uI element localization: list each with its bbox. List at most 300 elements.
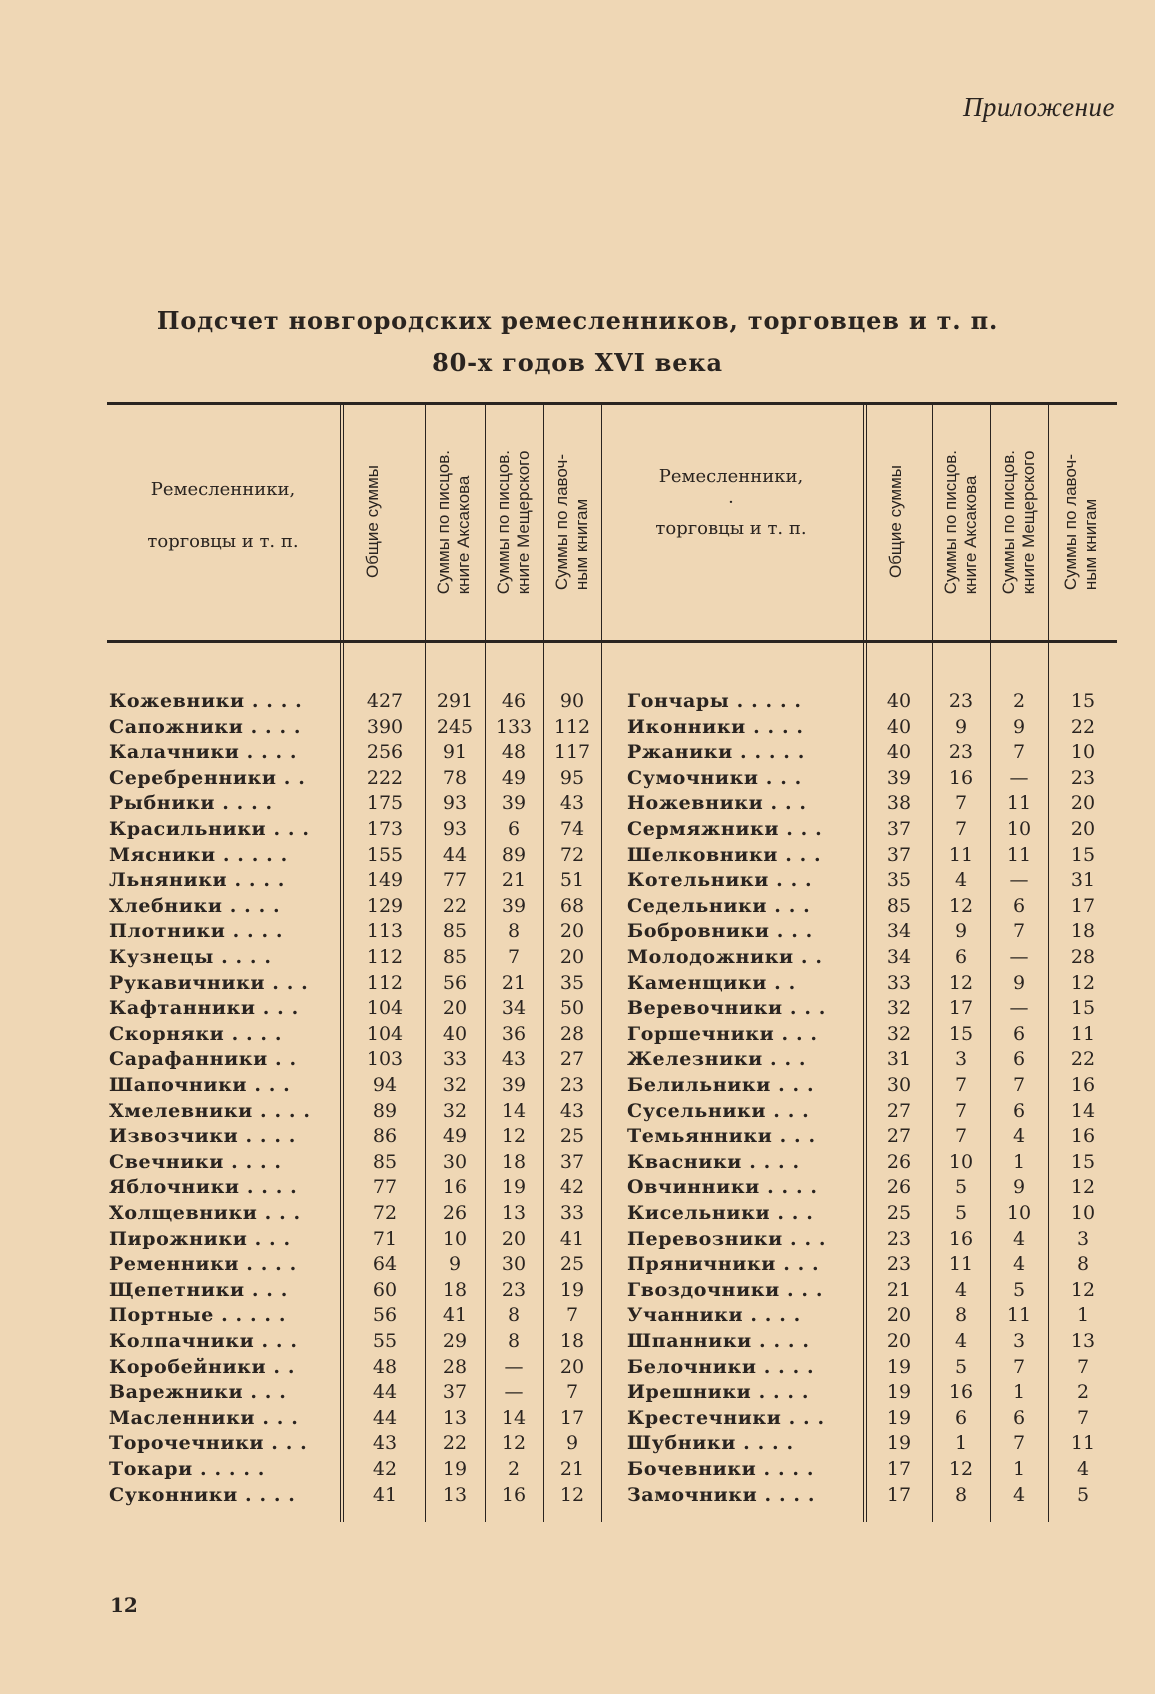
value-right-col4: 15 [1070, 997, 1096, 1020]
craft-name-left: Варежники . . . [109, 1381, 287, 1404]
value-left-col4: 74 [559, 818, 585, 840]
value-left-col3: 48 [501, 741, 527, 764]
value-left-col2: 85 [442, 946, 468, 968]
vrule-total-right-hdr [932, 402, 933, 652]
value-right-col4: 11 [1070, 1432, 1096, 1455]
value-left-col4: 20 [559, 920, 585, 943]
craft-name-right: Сермяжники . . . [627, 818, 823, 840]
craft-name-left: Колпачники . . . [109, 1330, 298, 1352]
value-right-col2: 5 [954, 1176, 968, 1199]
value-left-col1: 113 [366, 920, 404, 943]
header-col-shop-left [546, 406, 598, 638]
value-left-col4: 27 [559, 1048, 585, 1071]
value-right-col1: 33 [886, 971, 912, 994]
value-right-col3: 5 [1012, 1278, 1026, 1301]
craft-name-left: Свечники . . . . [109, 1150, 282, 1173]
value-left-col4: 112 [553, 715, 591, 738]
value-right-col4: 18 [1070, 920, 1096, 943]
value-left-col1: 222 [366, 766, 404, 789]
craft-name-left: Суконники . . . . [109, 1483, 296, 1506]
craft-name-right: Веревочники . . . [627, 997, 827, 1020]
value-left-col4: 25 [559, 1125, 585, 1148]
value-left-col3: 8 [507, 920, 521, 943]
value-right-col4: 7 [1076, 1406, 1090, 1429]
value-right-col4: 15 [1070, 843, 1096, 866]
value-left-col4: 50 [559, 997, 585, 1020]
value-right-col1: 26 [886, 1176, 912, 1199]
craft-name-right: Сусельники . . . [627, 1099, 810, 1122]
value-right-col2: 16 [948, 1227, 974, 1250]
value-right-col2: 10 [948, 1150, 974, 1173]
value-left-col1: 44 [372, 1406, 398, 1429]
value-left-col2: 56 [442, 971, 468, 994]
craft-name-left: Токари . . . . . [109, 1458, 265, 1480]
value-right-col2: 4 [954, 869, 968, 892]
value-right-col1: 38 [886, 792, 912, 815]
value-left-col2: 40 [442, 1022, 468, 1045]
craft-name-right: Кисельники . . . [627, 1202, 814, 1224]
table-row [107, 1406, 1117, 1432]
value-right-col1: 39 [886, 766, 912, 789]
craft-name-right: Бобровники . . . [627, 920, 813, 943]
header-col-meshchersky-left-text: Суммы по писцов. книге Мещерского [494, 449, 533, 595]
craft-name-left: Масленники . . . [109, 1406, 299, 1429]
craft-name-left: Щепетники . . . [109, 1278, 288, 1301]
value-right-col3: 6 [1012, 1048, 1026, 1071]
header-name-right-line1: Ремесленники, [658, 466, 804, 487]
craft-name-left: Льняники . . . . [109, 869, 285, 892]
table-row [107, 1355, 1117, 1381]
value-left-col1: 104 [366, 1022, 404, 1045]
value-left-col3: 6 [507, 818, 521, 840]
value-left-col4: 33 [559, 1202, 585, 1224]
header-col-meshchersky-right-text: Суммы по писцов. книге Мещерского [999, 449, 1038, 595]
value-left-col3: 23 [501, 1278, 527, 1301]
value-left-col1: 41 [372, 1483, 398, 1506]
value-left-col3: 8 [507, 1330, 521, 1352]
value-left-col4: 90 [559, 690, 585, 712]
value-left-col4: 19 [559, 1278, 585, 1301]
craft-name-right: Ржаники . . . . . [627, 741, 805, 764]
value-left-col3: — [504, 1381, 524, 1404]
value-right-col4: 28 [1070, 946, 1096, 968]
value-right-col3: 10 [1006, 818, 1032, 840]
value-left-col1: 56 [372, 1304, 398, 1327]
value-right-col3: 6 [1012, 1022, 1026, 1045]
header-name-right-line2: · [728, 492, 734, 513]
value-left-col3: 43 [501, 1048, 527, 1071]
value-right-col1: 37 [886, 843, 912, 866]
value-right-col2: 6 [954, 1406, 968, 1429]
value-left-col2: 29 [442, 1330, 468, 1352]
value-left-col2: 41 [442, 1304, 468, 1327]
value-right-col3: 9 [1012, 1176, 1026, 1199]
table-row [107, 868, 1117, 894]
value-left-col1: 43 [372, 1432, 398, 1455]
value-right-col1: 19 [886, 1432, 912, 1455]
value-left-col3: 49 [501, 766, 527, 789]
table-row [107, 1252, 1117, 1278]
value-left-col1: 77 [372, 1176, 398, 1199]
value-left-col3: 39 [501, 894, 527, 917]
value-right-col4: 8 [1076, 1253, 1090, 1276]
table-row [107, 791, 1117, 817]
craft-name-right: Иконники . . . . [627, 715, 804, 738]
value-left-col2: 16 [442, 1176, 468, 1199]
value-right-col3: 1 [1012, 1381, 1026, 1404]
value-left-col3: — [504, 1355, 524, 1378]
table-row [107, 1150, 1117, 1176]
value-right-col4: 13 [1070, 1330, 1096, 1352]
value-right-col1: 23 [886, 1253, 912, 1276]
value-left-col3: 133 [495, 715, 533, 738]
craft-name-left: Кафтанники . . . [109, 997, 299, 1020]
header-col-shop-left-text: Суммы по лавоч- ным книгам [552, 453, 591, 591]
value-right-col1: 19 [886, 1381, 912, 1404]
vrule-aksakov-left-hdr [485, 402, 486, 652]
value-left-col2: 33 [442, 1048, 468, 1071]
craft-name-right: Гончары . . . . . [627, 690, 802, 712]
value-left-col1: 103 [366, 1048, 404, 1071]
table-row [107, 715, 1117, 741]
craft-name-right: Седельники . . . [627, 894, 811, 917]
value-right-col1: 40 [886, 741, 912, 764]
value-right-col1: 37 [886, 818, 912, 840]
table-row [107, 1431, 1117, 1457]
value-right-col1: 26 [886, 1150, 912, 1173]
value-right-col3: 4 [1012, 1227, 1026, 1250]
craft-name-right: Пряничники . . . [627, 1253, 820, 1276]
table-row [107, 894, 1117, 920]
table-row [107, 766, 1117, 792]
value-right-col3: 1 [1012, 1458, 1026, 1480]
value-right-col4: 22 [1070, 1048, 1096, 1071]
table-row [107, 1022, 1117, 1048]
craft-name-right: Шпанники . . . . [627, 1330, 810, 1352]
value-right-col1: 17 [886, 1483, 912, 1506]
value-left-col3: 39 [501, 1074, 527, 1096]
craft-name-right: Сумочники . . . [627, 766, 802, 789]
header-col-total-left-text: Общие суммы [363, 465, 382, 579]
value-right-col1: 25 [886, 1202, 912, 1224]
value-right-col1: 34 [886, 920, 912, 943]
value-right-col3: 4 [1012, 1253, 1026, 1276]
craft-name-right: Белочники . . . . [627, 1355, 815, 1378]
value-left-col2: 13 [442, 1406, 468, 1429]
craft-name-left: Хлебники . . . . [109, 894, 281, 917]
value-left-col1: 149 [366, 869, 404, 892]
header-col-aksakov-right [935, 406, 987, 638]
value-right-col3: 1 [1012, 1150, 1026, 1173]
value-right-col1: 40 [886, 690, 912, 712]
value-left-col3: 12 [501, 1125, 527, 1148]
value-left-col2: 44 [442, 843, 468, 866]
craft-name-right: Горшечники . . . [627, 1022, 818, 1045]
value-right-col2: 9 [954, 920, 968, 943]
value-left-col4: 18 [559, 1330, 585, 1352]
craft-name-left: Плотники . . . . [109, 920, 284, 943]
title-line-2: 80-х годов XVI века [432, 348, 723, 377]
value-right-col3: 6 [1012, 1406, 1026, 1429]
craft-name-right: Белильники . . . [627, 1074, 815, 1096]
value-left-col3: 13 [501, 1202, 527, 1224]
table-row [107, 689, 1117, 715]
table-row [107, 1047, 1117, 1073]
value-right-col4: 5 [1076, 1483, 1090, 1506]
value-right-col2: 9 [954, 715, 968, 738]
value-left-col1: 155 [366, 843, 404, 866]
value-right-col3: — [1009, 766, 1029, 789]
value-left-col4: 20 [559, 946, 585, 968]
vrule-meshchersky-left-hdr [543, 402, 544, 652]
craft-name-left: Яблочники . . . . [109, 1176, 298, 1199]
craft-name-right: Ирешники . . . . [627, 1381, 810, 1404]
value-right-col4: 11 [1070, 1022, 1096, 1045]
value-right-col3: — [1009, 946, 1029, 968]
value-left-col2: 26 [442, 1202, 468, 1224]
table-row [107, 1303, 1117, 1329]
vrule-name-left-hdr [340, 402, 341, 652]
value-right-col4: 4 [1076, 1458, 1090, 1480]
craft-name-right: Замочники . . . . [627, 1483, 816, 1506]
header-col-shop-right [1051, 406, 1111, 638]
value-left-col1: 112 [366, 946, 404, 968]
value-left-col1: 64 [372, 1253, 398, 1276]
header-col-total-right [866, 406, 926, 638]
value-right-col3: 11 [1006, 843, 1032, 866]
craft-name-right: Шелковники . . . [627, 843, 822, 866]
value-right-col3: 7 [1012, 920, 1026, 943]
craft-name-right: Каменщики . . [627, 971, 796, 994]
craft-name-left: Скорняки . . . . [109, 1022, 283, 1045]
value-left-col4: 20 [559, 1355, 585, 1378]
value-left-col2: 93 [442, 818, 468, 840]
value-left-col1: 60 [372, 1278, 398, 1301]
value-left-col3: 18 [501, 1150, 527, 1173]
header-col-meshchersky-right [993, 406, 1045, 638]
header-name-right [601, 464, 861, 542]
value-right-col2: 8 [954, 1304, 968, 1327]
header-col-shop-right-text: Суммы по лавоч- ным книгам [1061, 453, 1100, 591]
value-right-col3: 10 [1006, 1202, 1032, 1224]
value-left-col1: 129 [366, 894, 404, 917]
value-left-col2: 32 [442, 1099, 468, 1122]
value-left-col1: 175 [366, 792, 404, 815]
craft-name-right: Учанники . . . . [627, 1304, 801, 1327]
value-right-col2: 12 [948, 971, 974, 994]
value-right-col1: 27 [886, 1099, 912, 1122]
value-left-col1: 89 [372, 1099, 398, 1122]
value-left-col4: 42 [559, 1176, 585, 1199]
value-left-col4: 9 [565, 1432, 579, 1455]
value-left-col2: 37 [442, 1381, 468, 1404]
value-left-col3: 16 [501, 1483, 527, 1506]
header-col-aksakov-left-text: Суммы по писцов. книге Аксакова [434, 449, 473, 595]
value-left-col4: 7 [565, 1381, 579, 1404]
craft-name-left: Портные . . . . . [109, 1304, 287, 1327]
craft-name-left: Хмелевники . . . . [109, 1099, 311, 1122]
value-right-col4: 10 [1070, 741, 1096, 764]
craft-name-left: Сапожники . . . . [109, 715, 302, 738]
value-right-col2: 17 [948, 997, 974, 1020]
value-right-col3: — [1009, 869, 1029, 892]
craft-name-left: Ременники . . . . [109, 1253, 297, 1276]
value-left-col4: 51 [559, 869, 585, 892]
value-left-col1: 86 [372, 1125, 398, 1148]
value-right-col4: 31 [1070, 869, 1096, 892]
craft-name-right: Перевозники . . . [627, 1227, 827, 1250]
value-right-col4: 20 [1070, 792, 1096, 815]
table-row [107, 1483, 1117, 1509]
craft-name-right: Квасники . . . . [627, 1150, 800, 1173]
value-right-col4: 3 [1076, 1227, 1090, 1250]
value-left-col2: 20 [442, 997, 468, 1020]
value-right-col3: 11 [1006, 792, 1032, 815]
value-left-col3: 8 [507, 1304, 521, 1327]
value-left-col1: 55 [372, 1330, 398, 1352]
header-col-total-left [343, 406, 403, 638]
value-right-col4: 15 [1070, 690, 1096, 712]
value-right-col1: 32 [886, 1022, 912, 1045]
craft-name-left: Рукавичники . . . [109, 971, 309, 994]
page-header: Приложение [962, 92, 1115, 122]
value-right-col2: 4 [954, 1278, 968, 1301]
table-row [107, 1073, 1117, 1099]
value-left-col1: 427 [366, 690, 404, 712]
value-right-col3: 4 [1012, 1125, 1026, 1148]
table-row [107, 945, 1117, 971]
craft-name-left: Торочечники . . . [109, 1432, 308, 1455]
craft-name-left: Красильники . . . [109, 818, 310, 840]
value-right-col3: 6 [1012, 1099, 1026, 1122]
value-right-col1: 20 [886, 1304, 912, 1327]
value-right-col2: 11 [948, 1253, 974, 1276]
value-left-col2: 10 [442, 1227, 468, 1250]
vrule-name-right-hdr [863, 402, 864, 652]
value-left-col3: 21 [501, 971, 527, 994]
value-left-col3: 12 [501, 1432, 527, 1455]
value-right-col2: 3 [954, 1048, 968, 1071]
header-bottom-rule [107, 640, 1117, 643]
page-number: 12 [110, 1593, 138, 1617]
value-right-col4: 12 [1070, 971, 1096, 994]
value-left-col4: 72 [559, 843, 585, 866]
value-right-col3: 7 [1012, 1355, 1026, 1378]
craft-name-left: Калачники . . . . [109, 741, 298, 764]
title-line-1: Подсчет новгородских ремесленников, торговцев и т. п. [156, 306, 999, 335]
value-right-col3: 3 [1012, 1330, 1026, 1352]
value-right-col2: 23 [948, 690, 974, 712]
value-left-col3: 36 [501, 1022, 527, 1045]
value-left-col1: 71 [372, 1227, 398, 1250]
value-right-col4: 2 [1076, 1381, 1090, 1404]
value-right-col3: 2 [1012, 690, 1026, 712]
value-right-col3: 11 [1006, 1304, 1032, 1327]
value-left-col1: 256 [366, 741, 404, 764]
value-left-col3: 14 [501, 1406, 527, 1429]
value-right-col2: 5 [954, 1355, 968, 1378]
value-right-col2: 7 [954, 1074, 968, 1096]
value-right-col1: 85 [886, 894, 912, 917]
table-row [107, 1175, 1117, 1201]
value-right-col3: 6 [1012, 894, 1026, 917]
value-left-col4: 37 [559, 1150, 585, 1173]
value-right-col2: 12 [948, 894, 974, 917]
value-left-col3: 39 [501, 792, 527, 815]
craft-name-right: Крестечники . . . [627, 1406, 825, 1429]
value-left-col1: 42 [372, 1458, 398, 1480]
table-row [107, 1099, 1117, 1125]
value-right-col1: 19 [886, 1355, 912, 1378]
value-left-col2: 32 [442, 1074, 468, 1096]
value-right-col4: 17 [1070, 894, 1096, 917]
crafts-table [107, 402, 1117, 1522]
value-left-col3: 14 [501, 1099, 527, 1122]
value-left-col1: 48 [372, 1355, 398, 1378]
table-row [107, 1201, 1117, 1227]
value-right-col2: 16 [948, 766, 974, 789]
value-left-col1: 104 [366, 997, 404, 1020]
value-left-col4: 17 [559, 1406, 585, 1429]
craft-name-left: Кузнецы . . . . [109, 946, 272, 968]
value-left-col2: 19 [442, 1458, 468, 1480]
value-left-col2: 13 [442, 1483, 468, 1506]
value-left-col2: 77 [442, 869, 468, 892]
value-right-col3: 7 [1012, 741, 1026, 764]
value-right-col2: 7 [954, 1099, 968, 1122]
header-name-left [107, 464, 339, 568]
value-right-col1: 31 [886, 1048, 912, 1071]
value-right-col2: 6 [954, 946, 968, 968]
value-right-col4: 14 [1070, 1099, 1096, 1122]
value-left-col3: 20 [501, 1227, 527, 1250]
value-right-col1: 32 [886, 997, 912, 1020]
value-right-col2: 7 [954, 1125, 968, 1148]
value-right-col3: 9 [1012, 715, 1026, 738]
value-left-col1: 85 [372, 1150, 398, 1173]
craft-name-right: Темьянники . . . [627, 1125, 816, 1148]
craft-name-right: Котельники . . . [627, 869, 813, 892]
vrule-name-right-hdr-2 [866, 402, 867, 652]
header-name-left-line1: Ремесленники, [150, 479, 296, 500]
value-right-col2: 23 [948, 741, 974, 764]
vrule-aksakov-right-hdr [990, 402, 991, 652]
value-right-col4: 22 [1070, 715, 1096, 738]
craft-name-left: Серебренники . . [109, 766, 306, 789]
value-left-col2: 49 [442, 1125, 468, 1148]
value-left-col4: 68 [559, 894, 585, 917]
table-row [107, 843, 1117, 869]
value-left-col2: 291 [436, 690, 474, 712]
table-row [107, 817, 1117, 843]
value-left-col2: 78 [442, 766, 468, 789]
value-left-col3: 7 [507, 946, 521, 968]
value-right-col2: 8 [954, 1483, 968, 1506]
craft-name-left: Рыбники . . . . [109, 792, 273, 815]
value-left-col2: 28 [442, 1355, 468, 1378]
table-top-rule [107, 402, 1117, 405]
header-col-total-right-text: Общие суммы [886, 465, 905, 579]
value-right-col1: 34 [886, 946, 912, 968]
value-right-col4: 12 [1070, 1278, 1096, 1301]
value-left-col1: 94 [372, 1074, 398, 1096]
value-right-col4: 16 [1070, 1074, 1096, 1096]
table-row [107, 1457, 1117, 1483]
value-right-col1: 20 [886, 1330, 912, 1352]
table-row [107, 1329, 1117, 1355]
value-left-col2: 245 [436, 715, 474, 738]
craft-name-left: Извозчики . . . . [109, 1125, 297, 1148]
